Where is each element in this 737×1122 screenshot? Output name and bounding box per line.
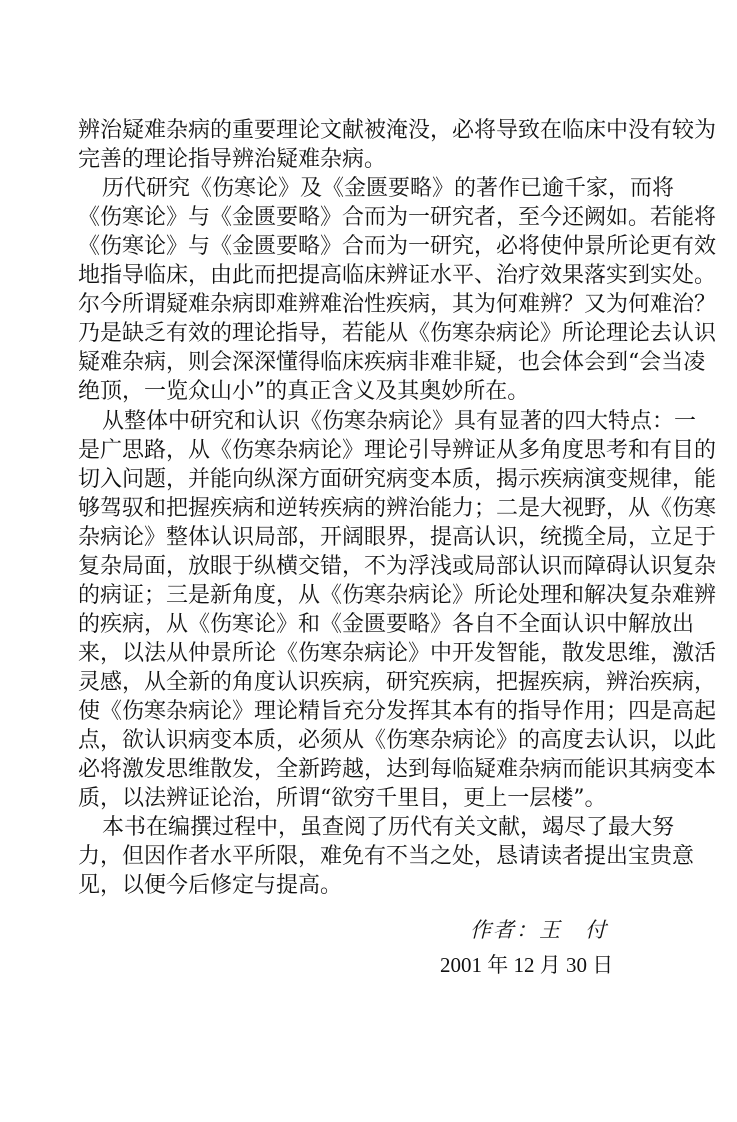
- paragraph-2-line: 杂病论》整体认识局部，开阔眼界，提高认识，统揽全局，立足于: [78, 524, 717, 550]
- paragraph-2-line: 切入问题，并能向纵深方面研究病变本质，揭示疾病演变规律，能: [78, 466, 717, 492]
- paragraph-2-line: 点，欲认识病变本质，必须从《伤寒杂病论》的高度去认识，以此: [78, 728, 717, 754]
- paragraph-1-line: 绝顶，一览众山小”的真正含义及其奥妙所在。: [78, 379, 530, 405]
- paragraph-2-line: 的病证；三是新角度，从《伤寒杂病论》所论处理和解决复杂难辨: [78, 582, 717, 608]
- signature-date: 2001 年 12 月 30 日: [440, 953, 614, 977]
- paragraph-3-line: 见，以便今后修定与提高。: [78, 873, 343, 899]
- paragraph-2-line: 够驾驭和把握疾病和逆转疾病的辨治能力；二是大视野，从《伤寒: [78, 495, 717, 521]
- paragraph-2-line: 灵感，从全新的角度认识疾病，研究疾病，把握疾病，辨治疾病，: [78, 669, 717, 695]
- paragraph-2-line: 从整体中研究和认识《伤寒杂病论》具有显著的四大特点：一: [102, 408, 697, 434]
- paragraph-0-line: 完善的理论指导辨治疑难杂病。: [78, 147, 387, 173]
- paragraph-2-line: 使《伤寒杂病论》理论精旨充分发挥其本有的指导作用；四是高起: [78, 699, 717, 724]
- paragraph-2-line: 的疾病，从《伤寒论》和《金匮要略》各自不全面认识中解放出: [78, 611, 695, 637]
- author-signature: 作者：王 付: [470, 918, 608, 942]
- paragraph-1-line: 乃是缺乏有效的理论指导，若能从《伤寒杂病论》所论理论去认识: [78, 321, 717, 347]
- paragraph-2-line: 是广思路，从《伤寒杂病论》理论引导辨证从多角度思考和有目的: [78, 437, 717, 463]
- paragraph-3-line: 力，但因作者水平所限，难免有不当之处，恳请读者提出宝贵意: [78, 844, 695, 870]
- paragraph-1-line: 历代研究《伤寒论》及《金匮要略》的著作已逾千家，而将: [102, 176, 675, 202]
- paragraph-0-line: 辨治疑难杂病的重要理论文献被淹没，必将导致在临床中没有较为: [78, 118, 717, 143]
- paragraph-2-line: 质，以法辨证论治，所谓“欲穷千里目，更上一层楼”。: [78, 786, 607, 812]
- paragraph-2-line: 必将激发思维散发，全新跨越，达到每临疑难杂病而能识其病变本: [78, 757, 717, 783]
- paragraph-1-line: 地指导临床，由此而把提高临床辨证水平、治疗效果落实到实处。: [78, 263, 717, 289]
- paragraph-2-line: 复杂局面，放眼于纵横交错，不为浮浅或局部认识而障碍认识复杂: [78, 553, 717, 579]
- paragraph-1-line: 疑难杂病，则会深深懂得临床疾病非难非疑，也会体会到“会当凌: [78, 350, 706, 376]
- paragraph-1-line: 《伤寒论》与《金匮要略》合而为一研究，必将使仲景所论更有效: [78, 234, 717, 260]
- paragraph-3-line: 本书在编撰过程中，虽查阅了历代有关文献，竭尽了最大努: [102, 815, 675, 841]
- paragraph-1-line: 尔今所谓疑难杂病即难辨难治性疾病，其为何难辨？又为何难治？: [78, 292, 717, 318]
- paragraph-1-line: 《伤寒论》与《金匮要略》合而为一研究者，至今还阙如。若能将: [78, 205, 717, 231]
- paragraph-2-line: 来，以法从仲景所论《伤寒杂病论》中开发智能，散发思维，激活: [78, 640, 717, 666]
